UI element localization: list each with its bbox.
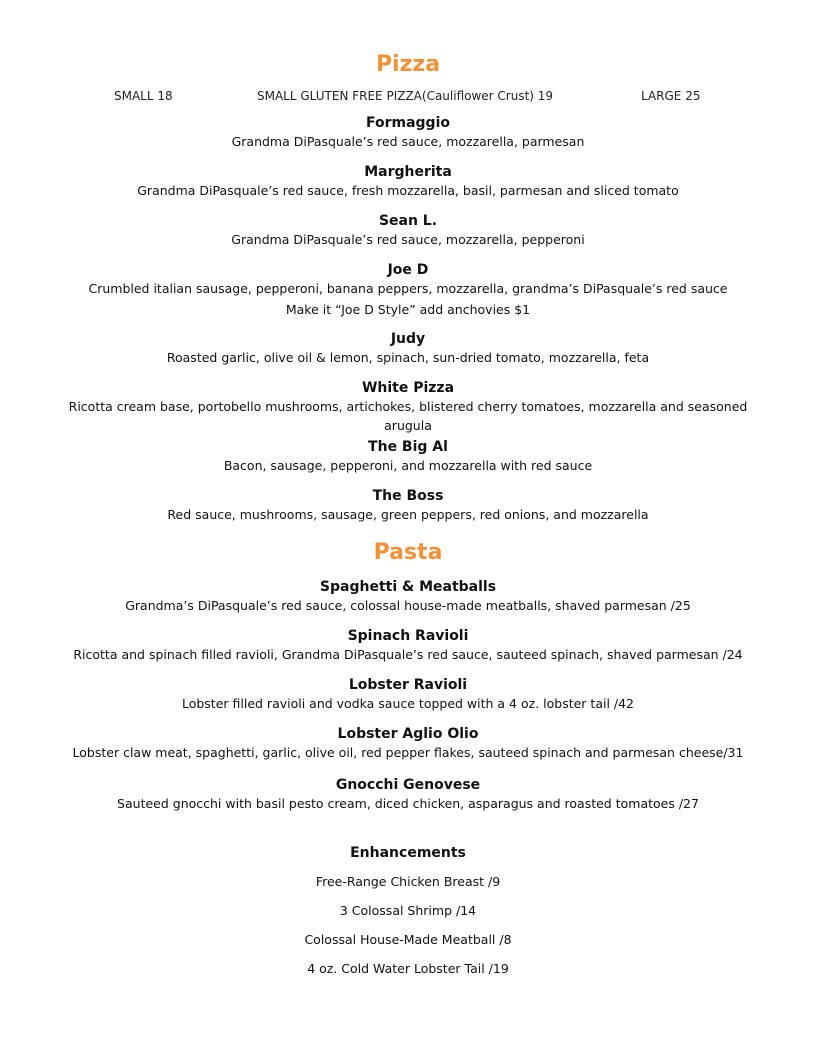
enhancement-item: Free-Range Chicken Breast /9: [315, 874, 501, 889]
item-description: Grandma DiPasquale’s red sauce, fresh mozzarella, basil, parmesan and sliced tomato: [137, 183, 679, 198]
menu-item-joe-d: [0, 261, 816, 319]
item-description: Crumbled italian sausage, pepperoni, banana peppers, mozzarella, grandma’s DiPasquale’s red sauce: [88, 281, 728, 296]
menu-item-the-big-al: [0, 438, 816, 475]
price-large: LARGE 25: [641, 89, 701, 103]
menu-item-spaghetti-meatballs: [0, 578, 816, 615]
enhancements-list: [0, 872, 816, 988]
item-description: Red sauce, mushrooms, sausage, green peppers, red onions, and mozzarella: [167, 507, 649, 522]
menu-item-gnocchi-genovese: [0, 776, 816, 813]
item-description: Lobster filled ravioli and vodka sauce topped with a 4 oz. lobster tail /42: [181, 696, 635, 711]
item-name: Sean L.: [378, 213, 438, 229]
item-name: Spinach Ravioli: [347, 628, 469, 644]
item-note: Make it “Joe D Style” add anchovies $1: [285, 302, 531, 317]
item-description: Lobster claw meat, spaghetti, garlic, olive oil, red pepper flakes, sauteed spinach and parmesan cheese/31: [72, 745, 744, 760]
menu-item-lobster-ravioli: [0, 676, 816, 713]
menu-item-formaggio: [0, 114, 816, 151]
item-name: The Big Al: [368, 439, 448, 455]
item-name: Joe D: [387, 262, 429, 278]
item-name: Margherita: [364, 164, 452, 180]
item-description: Ricotta and spinach filled ravioli, Grandma DiPasquale’s red sauce, sauteed spinach, shaved parmesan /24: [73, 647, 743, 662]
item-name: Gnocchi Genovese: [335, 777, 481, 793]
pasta-section-title: Pasta: [373, 540, 443, 565]
menu-item-lobster-aglio-olio: [0, 725, 816, 762]
item-description: Grandma’s DiPasquale’s red sauce, colossal house-made meatballs, shaved parmesan /25: [125, 598, 691, 613]
enhancements-title: Enhancements: [350, 845, 466, 861]
item-description: Roasted garlic, olive oil & lemon, spinach, sun-dried tomato, mozzarella, feta: [166, 350, 650, 365]
item-description: Ricotta cream base, portobello mushrooms, artichokes, blistered cherry tomatoes, mozzarella and seasoned arugula: [68, 399, 748, 433]
menu-item-margherita: [0, 163, 816, 200]
menu-item-spinach-ravioli: [0, 627, 816, 664]
item-name: Spaghetti & Meatballs: [319, 579, 497, 595]
item-name: Lobster Ravioli: [348, 677, 468, 693]
item-description: Bacon, sausage, pepperoni, and mozzarella with red sauce: [223, 458, 593, 473]
enhancement-item: 3 Colossal Shrimp /14: [339, 903, 477, 918]
menu-item-white-pizza: [0, 379, 816, 435]
item-name: Formaggio: [365, 115, 450, 131]
item-description: Grandma DiPasquale’s red sauce, mozzarella, pepperoni: [231, 232, 585, 247]
menu-item-the-boss: [0, 487, 816, 524]
item-name: Judy: [390, 331, 426, 347]
menu-item-judy: [0, 330, 816, 367]
price-gluten-free: SMALL GLUTEN FREE PIZZA(Cauliflower Crust) 19: [257, 89, 554, 103]
item-name: The Boss: [372, 488, 444, 504]
item-description: Grandma DiPasquale’s red sauce, mozzarella, parmesan: [231, 134, 585, 149]
menu-item-sean-l: [0, 212, 816, 249]
pizza-section-title: Pizza: [375, 52, 441, 77]
enhancement-item: Colossal House-Made Meatball /8: [304, 932, 512, 947]
price-small: SMALL 18: [114, 89, 173, 103]
item-name: Lobster Aglio Olio: [337, 726, 479, 742]
item-description: Sauteed gnocchi with basil pesto cream, diced chicken, asparagus and roasted tomatoes /27: [117, 796, 699, 811]
enhancement-item: 4 oz. Cold Water Lobster Tail /19: [307, 961, 509, 976]
pizza-price-row: [0, 89, 816, 105]
item-name: White Pizza: [361, 380, 455, 396]
